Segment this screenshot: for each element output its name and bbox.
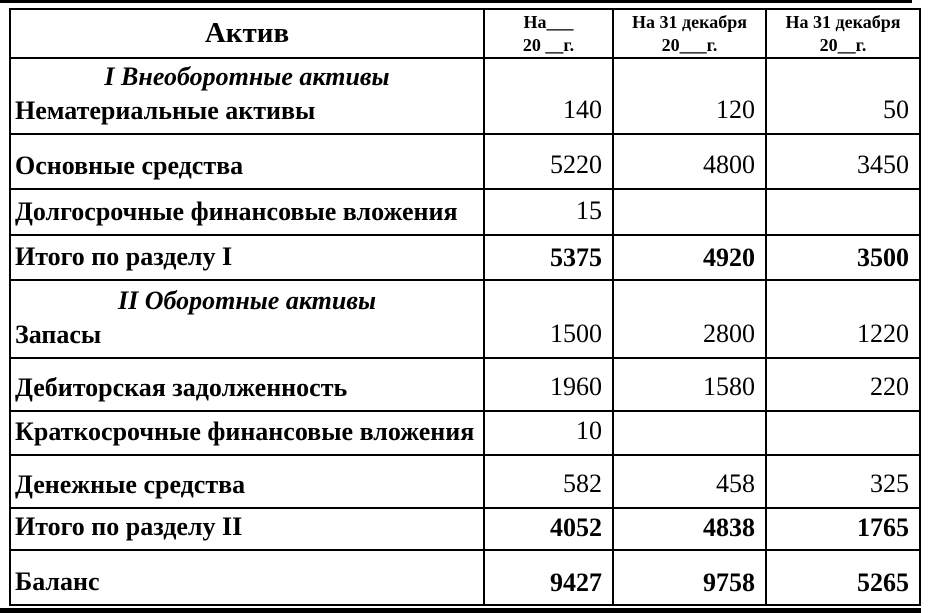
value-cell: [766, 411, 920, 455]
value-cell: 2800: [613, 280, 766, 358]
row-label: Денежные средства: [15, 470, 246, 499]
value-cell: 9427: [484, 550, 613, 605]
table-row-total-section2: [10, 508, 920, 550]
row-label-cell: [10, 550, 484, 605]
row-label-cell: [10, 411, 484, 455]
value-cell: 4052: [484, 508, 613, 550]
table-row: [10, 455, 920, 508]
page-edge-top: [0, 0, 912, 3]
value-cell: [766, 189, 920, 235]
value-cell: 3500: [766, 235, 920, 280]
row-label: Краткосрочные финансовые вложения: [15, 417, 475, 446]
period-line1: На 31 декабря: [785, 12, 901, 32]
period-line2: 20 __г.: [522, 34, 575, 55]
value-cell: 3450: [766, 134, 920, 189]
value-cell: 4800: [613, 134, 766, 189]
column-header-period-1: [484, 9, 613, 58]
column-header-period-2: [613, 9, 766, 58]
row-label-cell: [10, 455, 484, 508]
value-cell: 9758: [613, 550, 766, 605]
value-cell: [613, 411, 766, 455]
row-label-cell: [10, 508, 484, 550]
header-row: [10, 9, 920, 58]
column-header-period-3: [766, 9, 920, 58]
row-label-cell: [10, 280, 484, 358]
value-cell: 140: [484, 58, 613, 134]
row-label-cell: [10, 134, 484, 189]
value-cell: [613, 189, 766, 235]
section-title: II Оборотные активы: [117, 286, 377, 315]
table-row-balance: [10, 550, 920, 605]
row-label: Баланс: [15, 567, 100, 596]
row-label: Итого по разделу I: [15, 242, 233, 271]
row-label: Итого по разделу II: [15, 512, 243, 541]
table-row-total-section1: [10, 235, 920, 280]
column-header-asset: Актив: [10, 9, 484, 58]
table-row: [10, 280, 920, 358]
row-label-cell: [10, 235, 484, 280]
value-cell: 1220: [766, 280, 920, 358]
section-title: I Внеоборотные активы: [104, 62, 390, 91]
value-cell: 1580: [613, 358, 766, 411]
row-label-cell: [10, 58, 484, 134]
page-edge-bottom: [0, 608, 921, 613]
row-label: Дебиторская задолженность: [15, 373, 348, 402]
table-row: [10, 58, 920, 134]
table-row: [10, 189, 920, 235]
row-label-cell: [10, 358, 484, 411]
value-cell: 10: [484, 411, 613, 455]
value-cell: 50: [766, 58, 920, 134]
value-cell: 5375: [484, 235, 613, 280]
value-cell: 1960: [484, 358, 613, 411]
row-label: Нематериальные активы: [15, 96, 316, 125]
value-cell: 4838: [613, 508, 766, 550]
row-label: Долгосрочные финансовые вложения: [15, 197, 458, 226]
value-cell: 5220: [484, 134, 613, 189]
value-cell: 4920: [613, 235, 766, 280]
period-line2: 20___г.: [661, 34, 718, 55]
value-cell: 325: [766, 455, 920, 508]
table-row: [10, 358, 920, 411]
value-cell: 1765: [766, 508, 920, 550]
period-line1: На___: [523, 12, 574, 32]
value-cell: 1500: [484, 280, 613, 358]
period-line2: 20__г.: [819, 34, 867, 55]
value-cell: 220: [766, 358, 920, 411]
value-cell: 582: [484, 455, 613, 508]
row-label-cell: [10, 189, 484, 235]
value-cell: 458: [613, 455, 766, 508]
row-label: Основные средства: [15, 151, 244, 180]
value-cell: 5265: [766, 550, 920, 605]
table-row: [10, 411, 920, 455]
value-cell: 15: [484, 189, 613, 235]
period-line1: На 31 декабря: [632, 12, 747, 32]
balance-sheet-table: [9, 8, 921, 606]
value-cell: 120: [613, 58, 766, 134]
table-row: [10, 134, 920, 189]
row-label: Запасы: [15, 320, 102, 349]
